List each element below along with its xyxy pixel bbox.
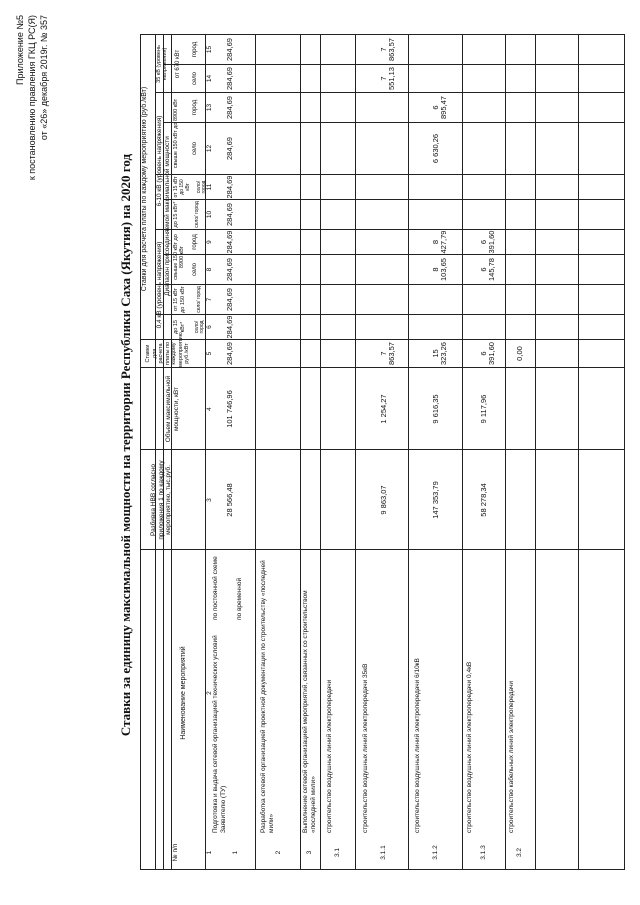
- row-311-rate: 7 863,57: [379, 342, 396, 365]
- row-311-c14: 7 551,13: [379, 67, 396, 90]
- col-number: 14: [206, 74, 213, 83]
- col-sub-c7: село/ город: [196, 286, 202, 313]
- appendix-resolution: к постановлению правления ГКЦ РС(Я): [27, 15, 37, 181]
- row-312-c13: 6 895,47: [431, 96, 448, 119]
- col-header-power: Объем максимальной мощности, кВт: [165, 375, 180, 443]
- row-313-name: строительство воздушных линий электропередачи 0,4кВ: [466, 661, 473, 833]
- row-32-name: строительство кабельных линий электропередачи: [508, 680, 515, 833]
- row-1-c13: 284,69: [225, 96, 234, 119]
- col-number: 7: [206, 297, 213, 302]
- row-311-power: 1 254,27: [379, 394, 388, 424]
- col-sub-c9: город: [192, 234, 198, 250]
- row-312-c8: 8 103,65: [431, 258, 448, 281]
- row-1-c10: 284,69: [225, 203, 234, 226]
- row-1-power: 101 746,96: [225, 390, 234, 428]
- col-number: 9: [206, 240, 213, 244]
- row-31-num: 3.1: [334, 847, 341, 858]
- col-header-over150-610: свыше 150 кВт до 8900 кВт: [173, 98, 179, 169]
- row-312-rate: 15 323,26: [431, 342, 448, 365]
- row-1-c12: 284,69: [225, 137, 234, 160]
- row-311-nvv: 9 863,07: [379, 485, 388, 515]
- col-header-from15-04: от 15 кВт до 150 кВт: [173, 286, 186, 313]
- col-header-rates-group: Ставки для расчета платы по каждому мероприятию (руб./кВт): [141, 86, 148, 292]
- col-number: 12: [206, 144, 213, 153]
- page-title: Ставки за единицу максимальной мощности на территории Республики Саха (Якутия) на 2020 год: [118, 153, 133, 737]
- col-number: 4: [206, 407, 213, 411]
- appendix-header: [14, 15, 50, 185]
- col-sub-c8: село: [192, 262, 198, 277]
- col-number: 15: [206, 45, 213, 54]
- col-header-nvv: Разбивка НВВ согласно приложения 1 по каждому мероприятию, тыс.руб.: [150, 460, 172, 540]
- row-1-c9: 284,69: [225, 230, 234, 254]
- row-1-c6: 284,69: [225, 315, 234, 339]
- row-312-num: 3.1.2: [432, 845, 439, 860]
- row-1-c15: 284,69: [225, 38, 234, 61]
- col-header-rate: Ставки для расчета платы по каждому мероприятию, руб./кВт: [145, 330, 190, 367]
- row-311-num: 3.1.1: [380, 845, 387, 860]
- row-311-name: строительство воздушных линий электропередачи 35кВ: [362, 663, 369, 833]
- col-sub-c10: село/ город: [194, 201, 200, 228]
- row-312-name: строительство воздушных линий электропередачи 6/10кВ: [414, 658, 421, 833]
- row-312-c9: 8 427,79: [431, 230, 448, 254]
- row-1-nvv: 28 566,48: [225, 483, 234, 517]
- col-number: 13: [206, 103, 213, 112]
- col-header-to15: до 15 кВт*: [173, 320, 186, 334]
- row-2-name: Разработка сетевой организацией проектной документации по строительству «последней мили»: [260, 560, 275, 833]
- row-32-rate: 0,00: [515, 346, 524, 361]
- col-header-35kv: 35 кВ (уровень напряжения): [156, 45, 168, 83]
- col-header-from670: от 670 кВт: [175, 49, 181, 79]
- row-312-c12: 6 630,26: [431, 133, 440, 164]
- row-2-num: 2: [275, 850, 282, 855]
- row-1-c14: 284,69: [225, 67, 234, 90]
- row-1-rate: 284,69: [225, 342, 234, 365]
- row-313-nvv: 58 278,34: [479, 483, 488, 517]
- col-sub-c14: село: [192, 71, 198, 86]
- col-sub-c6: село/ город: [194, 320, 205, 334]
- row-3-num: 3: [306, 850, 313, 855]
- col-number: 10: [206, 210, 213, 219]
- col-sub-c15: город: [192, 41, 198, 58]
- row-311-c15: 7 863,57: [379, 38, 396, 61]
- col-header-04kv: 0,4 кВ (уровень напряжения): [156, 241, 163, 329]
- appendix-number: Приложение №5: [15, 15, 25, 85]
- col-header-name: Наименование мероприятий: [180, 646, 187, 740]
- col-number: 1: [206, 850, 213, 855]
- row-1-c8: 284,69: [225, 258, 234, 281]
- row-32-num: 3.2: [516, 847, 523, 858]
- row-312-nvv: 147 353,79: [431, 481, 440, 519]
- col-number: 2: [206, 691, 213, 695]
- row-1-c7: 284,69: [225, 288, 234, 311]
- row-1-sub-temporary: по временной: [236, 577, 243, 620]
- col-header-range: Диапазон присоединяемой максимальной мощности: [164, 136, 171, 296]
- col-sub-c13: город: [192, 99, 198, 116]
- row-1-sub-permanent: по постоянной схеме: [212, 556, 219, 620]
- col-header-from15-610: от 15 кВт до 150 кВт: [173, 176, 191, 198]
- row-1-name: Подготовка и выдача сетевой организацией технических условий Заявителю (ТУ): [212, 635, 227, 833]
- row-3-name: Выполнение сетевой организацией мероприятий, связанных со строительством «последней мили»: [302, 590, 317, 833]
- col-header-num: № п/п: [172, 843, 179, 862]
- col-number: 5: [206, 351, 213, 356]
- row-313-c8: 6 145,78: [479, 258, 496, 281]
- col-header-to15-610: до 15 кВт*: [173, 201, 179, 228]
- row-313-num: 3.1.3: [480, 845, 487, 860]
- col-number: 6: [206, 325, 213, 329]
- col-sub-c12: село: [192, 141, 198, 156]
- col-number: 8: [206, 267, 213, 272]
- col-number: 11: [206, 183, 213, 191]
- row-313-c9: 6 391,60: [479, 230, 496, 254]
- col-number: 3: [206, 498, 213, 502]
- col-header-over150-04: свыше 150 кВт до 8900 кВт: [173, 234, 185, 280]
- row-1-num: 1: [232, 850, 239, 855]
- row-312-power: 9 616,35: [431, 394, 440, 424]
- col-header-610kv: 6-10 кВ (уровень напряжения): [156, 115, 163, 207]
- row-31-name: строительство воздушных линий электропередачи: [326, 679, 333, 833]
- appendix-date: от «26» декабря 2019г. № 357: [39, 15, 49, 141]
- row-1-c11: 284,69: [225, 175, 234, 199]
- row-313-power: 9 117,96: [479, 394, 488, 424]
- row-313-rate: 6 391,60: [479, 342, 496, 365]
- col-sub-c11: село/ город: [196, 180, 207, 194]
